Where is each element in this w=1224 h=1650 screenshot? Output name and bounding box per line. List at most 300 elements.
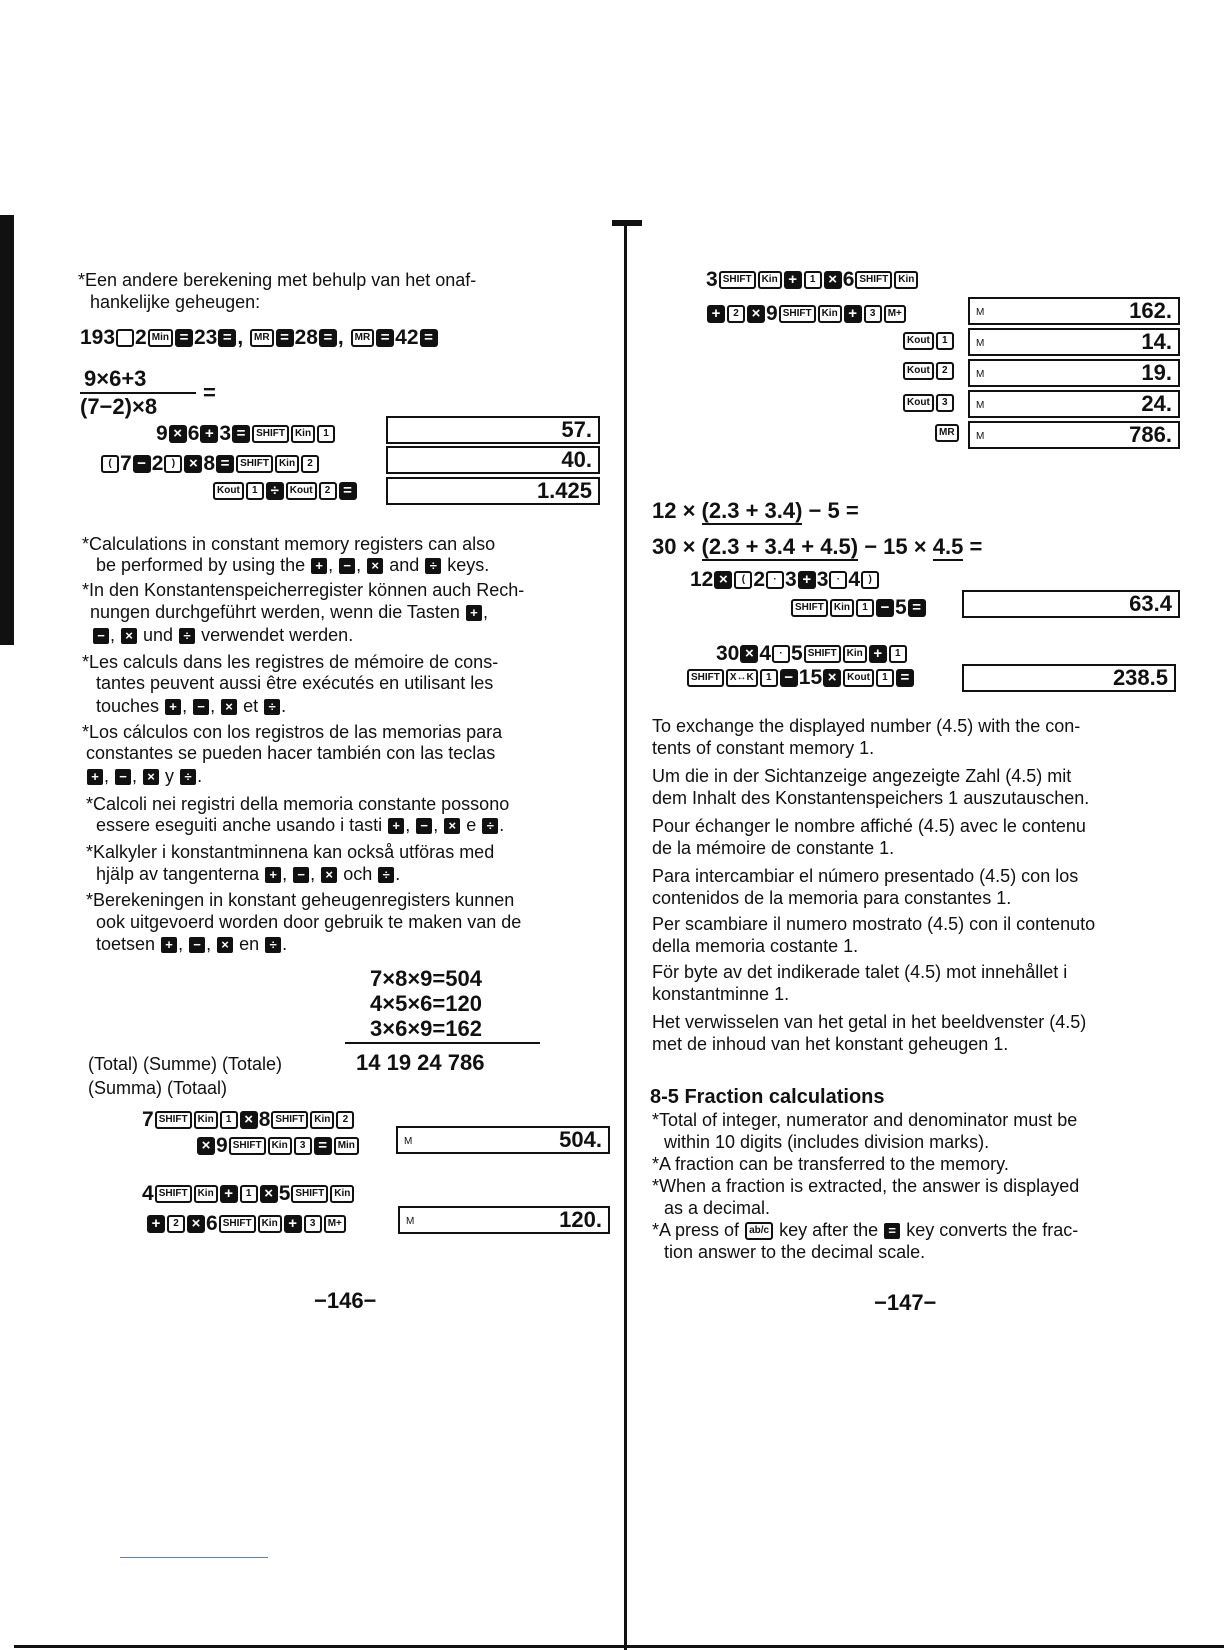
inline-text: 193 <box>80 326 116 349</box>
inline-text: et <box>243 696 259 716</box>
inline-text: och <box>343 864 373 884</box>
note-de-3: − , × und ÷ verwendet werden. <box>92 625 353 646</box>
calculator-key: 3 <box>304 1215 322 1233</box>
display-14 <box>968 328 1180 356</box>
inline-text: 40. <box>561 447 592 472</box>
note-es-2: constantes se pueden hacer también con las teclas <box>86 743 496 763</box>
calculator-key: Kout <box>286 482 317 500</box>
inline-text: 6 <box>842 268 855 291</box>
display-40 <box>386 446 600 474</box>
inline-text: 4.5) <box>820 534 859 559</box>
calculator-key: 2 <box>936 362 954 380</box>
calculator-key: = <box>232 425 250 443</box>
calculator-key: ÷ <box>179 628 195 644</box>
calculator-key: · <box>772 645 790 663</box>
inline-text: M <box>976 431 985 442</box>
inline-text: , <box>337 326 344 349</box>
inline-text: 3 <box>785 568 797 591</box>
page-number-147: −147− <box>874 1290 937 1315</box>
calculator-key: − <box>876 599 894 617</box>
inline-text: − 15 × <box>858 534 933 559</box>
inline-text: (2.3 + 3.4) <box>701 498 803 523</box>
equal-key: = <box>218 329 236 347</box>
calculator-key: Kin <box>758 271 782 289</box>
inline-text: 3 <box>706 268 718 291</box>
inline-text: 28 <box>294 326 318 349</box>
inline-text: 24. <box>1141 391 1172 416</box>
inline-text: *A press of <box>652 1220 740 1240</box>
key-sequence-1 <box>156 422 336 446</box>
inline-text: 786. <box>1129 422 1172 447</box>
calculator-key: ÷ <box>425 558 441 574</box>
calculator-key: Kin <box>291 425 315 443</box>
key-sequence-2 <box>100 452 320 476</box>
calculator-key: ( <box>734 571 752 589</box>
inline-text: M <box>976 307 985 318</box>
calculator-key: ÷ <box>265 937 281 953</box>
totals-label: (Total) (Summe) (Totale) <box>88 1054 283 1074</box>
calculator-key: Kin <box>310 1111 334 1129</box>
divide-paren-key <box>116 329 134 347</box>
fraction-denominator: (7−2)×8 <box>80 394 158 419</box>
inline-text: key converts the frac- <box>906 1220 1079 1240</box>
mr-key-row <box>934 424 960 442</box>
display-786 <box>968 421 1180 449</box>
inline-text: 8 <box>203 452 216 475</box>
calculator-key: MR <box>935 424 959 442</box>
calculator-key: SHIFT <box>252 425 289 443</box>
calculator-key: = <box>908 599 926 617</box>
calculator-key: + <box>784 271 802 289</box>
display-238-5 <box>962 664 1176 692</box>
section-heading: 8-5 Fraction calculations <box>650 1086 885 1108</box>
inline-text: 2 <box>753 568 766 591</box>
inline-text: 15 <box>798 666 823 689</box>
calculator-key: Kin <box>830 599 854 617</box>
calculator-key: + <box>869 645 887 663</box>
inline-text: 4 <box>759 642 772 665</box>
calculator-key: Min <box>334 1137 359 1155</box>
inline-text: 5 <box>278 1182 291 1205</box>
calculator-key: Kin <box>275 455 299 473</box>
equation-2 <box>652 534 982 560</box>
calculator-key: 1 <box>240 1185 258 1203</box>
exchange-sv-2: konstantminne 1. <box>652 984 790 1004</box>
inline-text: 5 <box>791 642 803 665</box>
calculator-key: · <box>829 571 847 589</box>
calculator-key: Kin <box>194 1111 218 1129</box>
key-sequence-r5 <box>716 642 908 666</box>
inline-text: 6 <box>206 1212 218 1235</box>
calculator-key: + <box>466 605 482 621</box>
product-row-3: 3×6×9=162 <box>370 1016 482 1041</box>
note-fr-1: *Les calculs dans les registres de mémoire de cons- <box>82 652 499 672</box>
calculator-key: Kout <box>213 482 244 500</box>
inline-text: , <box>237 326 244 349</box>
inline-text: und <box>143 625 174 645</box>
key-sequence-r4 <box>790 596 927 620</box>
calculator-key: = <box>884 1223 900 1239</box>
inline-text: 120. <box>559 1207 602 1232</box>
exchange-it-1: Per scambiare il numero mostrato (4.5) con il contenuto <box>652 914 1096 934</box>
inline-text: M <box>976 400 985 411</box>
inline-text: 9 <box>156 422 168 445</box>
note-de-1: *In den Konstantenspeicherregister können auch Rech- <box>82 580 525 600</box>
calculator-key: M+ <box>324 1215 346 1233</box>
inline-text: 6 <box>187 422 200 445</box>
calculator-key: × <box>321 867 337 883</box>
note-nl-3: toetsen + , − , × en ÷ . <box>96 934 288 954</box>
calculator-key: − <box>133 455 151 473</box>
key-sequence-r3 <box>690 568 880 592</box>
display-63-4 <box>962 590 1180 618</box>
equal-key: = <box>276 329 294 347</box>
inline-text: hjälp av tangenterna <box>96 864 260 884</box>
calculator-key: = <box>896 669 914 687</box>
page-number-146: −146− <box>314 1288 377 1313</box>
calculator-key: ÷ <box>180 769 196 785</box>
calculator-key: × <box>260 1185 278 1203</box>
calculator-key: ) <box>861 571 879 589</box>
inline-text: 9 <box>766 302 778 325</box>
calculator-key: 3 <box>864 305 882 323</box>
calculator-key: − <box>93 628 109 644</box>
calculator-key: ÷ <box>482 818 498 834</box>
key-sequence-r2 <box>706 302 907 326</box>
inline-text: 4.5 <box>932 534 964 559</box>
key-sequence-r6 <box>686 666 915 690</box>
calculator-key: 1 <box>317 425 335 443</box>
page-divider <box>624 225 627 1650</box>
calculator-key: × <box>169 425 187 443</box>
display-24 <box>968 390 1180 418</box>
calculator-key: Kout <box>903 332 934 350</box>
calculator-key: 1 <box>804 271 822 289</box>
calculator-key: 2 <box>167 1215 185 1233</box>
calculator-key: SHIFT <box>155 1185 192 1203</box>
calculator-key: 1 <box>760 669 778 687</box>
inline-text: nungen durchgeführt werden, wenn die Tasten <box>90 602 460 622</box>
calculator-key: M+ <box>884 305 906 323</box>
min-key: Min <box>148 329 173 347</box>
bullet-4 <box>652 1220 1078 1241</box>
calculator-key: 1 <box>856 599 874 617</box>
display-504 <box>396 1126 610 1154</box>
exchange-fr-1: Pour échanger le nombre affiché (4.5) avec le contenu <box>652 816 1086 836</box>
equal-key: = <box>376 329 394 347</box>
calculator-key: + <box>200 425 218 443</box>
calculator-key: Kin <box>330 1185 354 1203</box>
note-it-2: essere eseguiti anche usando i tasti + , − , × e ÷ . <box>96 815 505 835</box>
calculator-key: = <box>339 482 357 500</box>
exchange-it-2: della memoria costante 1. <box>652 936 859 956</box>
inline-text: 1.425 <box>536 478 592 503</box>
exchange-en-1: To exchange the displayed number (4.5) with the con- <box>652 716 1081 736</box>
inline-text: and <box>389 555 420 575</box>
inline-text: en <box>239 934 260 954</box>
note-en-2: be performed by using the + , − , × and ÷ keys. <box>96 555 490 575</box>
calculator-key: SHIFT <box>155 1111 192 1129</box>
equation-1 <box>652 498 859 524</box>
calculator-key: × <box>240 1111 258 1129</box>
calculator-key: Kout <box>843 669 874 687</box>
bullet-3b: as a decimal. <box>664 1198 771 1218</box>
crop-mark <box>612 220 642 226</box>
calculator-key: SHIFT <box>719 271 756 289</box>
inline-text: be performed by using the <box>96 555 306 575</box>
key-sequence-r1 <box>706 268 919 292</box>
inline-text: 23 <box>193 326 218 349</box>
calculator-key: Kout <box>903 362 934 380</box>
totals-label-2: (Summa) (Totaal) <box>88 1078 228 1098</box>
calculator-key: × <box>823 669 841 687</box>
calculator-key: + <box>707 305 725 323</box>
calculator-key: 2 <box>319 482 337 500</box>
calculator-key: 1 <box>876 669 894 687</box>
kout-3-keys <box>902 394 955 412</box>
inline-text: toetsen <box>96 934 156 954</box>
calculator-key: × <box>747 305 765 323</box>
calculator-key: − <box>416 818 432 834</box>
exchange-nl-2: met de inhoud van het konstant geheugen 1. <box>652 1034 1009 1054</box>
calculator-key: SHIFT <box>236 455 273 473</box>
calculator-key: − <box>339 558 355 574</box>
calculator-key: × <box>714 571 732 589</box>
calculator-key: + <box>147 1215 165 1233</box>
calculator-key: × <box>184 455 202 473</box>
calculator-key: − <box>189 937 205 953</box>
inline-text: (2.3 + 3.4 + <box>701 534 821 559</box>
inline-text: 4 <box>142 1182 154 1205</box>
inline-text: essere eseguiti anche usando i tasti <box>96 815 383 835</box>
display-57 <box>386 416 600 444</box>
binding-edge <box>0 215 14 645</box>
calculator-key: − <box>115 769 131 785</box>
inline-text: key after the <box>779 1220 879 1240</box>
note-de-2: nungen durchgeführt werden, wenn die Tasten + , <box>90 602 488 622</box>
calculator-key: = <box>216 455 234 473</box>
note-fr-3: touches + , − , × et ÷ . <box>96 696 287 716</box>
calculator-key: 2 <box>301 455 319 473</box>
inline-text: 57. <box>561 417 592 442</box>
inline-text: y <box>165 766 175 786</box>
calculator-key: ( <box>101 455 119 473</box>
totals-values: 14 19 24 786 <box>356 1050 485 1075</box>
calculator-key: Kin <box>194 1185 218 1203</box>
inline-text: M <box>406 1216 415 1227</box>
note-es-3: + , − , × y ÷ . <box>86 766 202 787</box>
calculator-key: 1 <box>936 332 954 350</box>
inline-text: 12 × <box>652 498 702 523</box>
exchange-sv-1: För byte av det indikerade talet (4.5) mot innehållet i <box>652 962 1068 982</box>
calculator-key: × <box>187 1215 205 1233</box>
inline-text: verwendet werden. <box>201 625 354 645</box>
bullet-3: *When a fraction is extracted, the answer is displayed <box>652 1176 1080 1196</box>
exchange-de-1: Um die in der Sichtanzeige angezeigte Zahl (4.5) mit <box>652 766 1072 786</box>
calculator-key: + <box>388 818 404 834</box>
inline-text: 9 <box>216 1134 228 1157</box>
calculator-key: Kin <box>268 1137 292 1155</box>
inline-text: M <box>976 338 985 349</box>
calculator-key: × <box>121 628 137 644</box>
calculator-key: × <box>444 818 460 834</box>
calculator-key: × <box>824 271 842 289</box>
calculator-key: Kin <box>843 645 867 663</box>
calculator-key: = <box>314 1137 332 1155</box>
inline-text: 162. <box>1129 298 1172 323</box>
note-fr-2: tantes peuvent aussi être exécutés en utilisant les <box>96 673 494 693</box>
inline-text: 2 <box>135 326 147 349</box>
calculator-key: 2 <box>336 1111 354 1129</box>
inline-text: 3 <box>219 422 232 445</box>
inline-text: keys. <box>447 555 490 575</box>
calculator-key: − <box>193 699 209 715</box>
calculator-key: SHIFT <box>271 1111 308 1129</box>
calculator-key: SHIFT <box>229 1137 266 1155</box>
calculator-key: ÷ <box>378 867 394 883</box>
key-sequence-6 <box>142 1182 355 1206</box>
inline-text: 7 <box>142 1108 154 1131</box>
calculator-key: × <box>221 699 237 715</box>
memory-chain <box>80 326 439 350</box>
inline-text: 3 <box>816 568 829 591</box>
calculator-key: 1 <box>220 1111 238 1129</box>
inline-text: 30 × <box>652 534 702 559</box>
calculator-key: SHIFT <box>687 669 724 687</box>
calculator-key: SHIFT <box>855 271 892 289</box>
inline-text: 238.5 <box>1112 665 1168 690</box>
calculator-key: + <box>844 305 862 323</box>
calculator-key: × <box>740 645 758 663</box>
inline-text: M <box>404 1136 413 1147</box>
exchange-de-2: dem Inhalt des Konstantenspeichers 1 auszutauschen. <box>652 788 1090 808</box>
inline-text: 8 <box>258 1108 271 1131</box>
calculator-key: − <box>293 867 309 883</box>
calculator-key: Kin <box>894 271 918 289</box>
calculator-key: + <box>220 1185 238 1203</box>
bullet-1b: within 10 digits (includes division marks). <box>664 1132 990 1152</box>
calculator-key: SHIFT <box>291 1185 328 1203</box>
calculator-key: ) <box>164 455 182 473</box>
kout-2-keys <box>902 362 955 380</box>
bullet-4b: tion answer to the decimal scale. <box>664 1242 926 1262</box>
calculator-key: × <box>367 558 383 574</box>
calculator-key: + <box>284 1215 302 1233</box>
calculator-key: SHIFT <box>779 305 816 323</box>
mr-key: MR <box>250 329 274 347</box>
calculator-key: 1 <box>889 645 907 663</box>
inline-text: − 5 = <box>802 498 859 523</box>
calculator-key: X↔K <box>726 669 758 687</box>
calculator-key: 2 <box>727 305 745 323</box>
calculator-key: + <box>87 769 103 785</box>
calculator-key: − <box>780 669 798 687</box>
note-en-1: *Calculations in constant memory registers can also <box>82 534 496 554</box>
key-sequence-4 <box>142 1108 355 1132</box>
inline-text: 4 <box>848 568 861 591</box>
inline-text: M <box>976 369 985 380</box>
note-nl-2: ook uitgevoerd worden door gebruik te maken van de <box>96 912 522 932</box>
exchange-es-1: Para intercambiar el número presentado (4.5) con los <box>652 866 1079 886</box>
note-it-1: *Calcoli nei registri della memoria constante possono <box>86 794 510 814</box>
exchange-es-2: contenidos de la memoria para constantes 1. <box>652 888 1012 908</box>
inline-text: 14. <box>1141 329 1172 354</box>
intro-line-1: *Een andere berekening met behulp van het onaf- <box>78 270 477 290</box>
display-19 <box>968 359 1180 387</box>
exchange-en-2: tents of constant memory 1. <box>652 738 875 758</box>
ab-c-key: ab/c <box>745 1222 773 1240</box>
calculator-key: ÷ <box>266 482 284 500</box>
display-120 <box>398 1206 610 1234</box>
calculator-key: + <box>161 937 177 953</box>
mr-key: MR <box>351 329 375 347</box>
calculator-key: 3 <box>936 394 954 412</box>
equal-key: = <box>420 329 438 347</box>
inline-text: 19. <box>1141 360 1172 385</box>
inline-text: 42 <box>395 326 419 349</box>
inline-text: 12 <box>690 568 714 591</box>
inline-text: 30 <box>716 642 740 665</box>
table-rule <box>345 1042 540 1044</box>
calculator-key: ÷ <box>264 699 280 715</box>
kout-1-keys <box>902 332 955 350</box>
inline-text: 2 <box>151 452 164 475</box>
inline-text: 7 <box>120 452 132 475</box>
calculator-key: + <box>165 699 181 715</box>
calculator-key: + <box>265 867 281 883</box>
product-row-1: 7×8×9=504 <box>370 966 482 991</box>
inline-text: touches <box>96 696 160 716</box>
calculator-key: · <box>766 571 784 589</box>
link-underline <box>120 1557 268 1558</box>
calculator-key: SHIFT <box>804 645 841 663</box>
note-es-1: *Los cálculos con los registros de las memorias para <box>82 722 503 742</box>
display-1425 <box>386 477 600 505</box>
calculator-key: + <box>311 558 327 574</box>
product-row-2: 4×5×6=120 <box>370 991 482 1016</box>
calculator-key: × <box>143 769 159 785</box>
bullet-2: *A fraction can be transferred to the memory. <box>652 1154 1009 1174</box>
intro-line-2: hankelijke geheugen: <box>90 292 261 312</box>
note-sv-2: hjälp av tangenterna + , − , × och ÷ . <box>96 864 401 884</box>
key-sequence-7 <box>146 1212 347 1236</box>
bottom-rule <box>14 1645 1224 1648</box>
equal-key: = <box>319 329 337 347</box>
key-sequence-5 <box>196 1134 360 1158</box>
calculator-key: SHIFT <box>791 599 828 617</box>
inline-text: 63.4 <box>1129 591 1172 616</box>
calculator-key: Kin <box>818 305 842 323</box>
note-sv-1: *Kalkyler i konstantminnena kan också utföras med <box>86 842 495 862</box>
inline-text: 5 <box>895 596 907 619</box>
fraction-equals: = <box>203 380 216 405</box>
calculator-key: SHIFT <box>219 1215 256 1233</box>
calculator-key: Kin <box>258 1215 282 1233</box>
display-162 <box>968 297 1180 325</box>
inline-text: e <box>466 815 477 835</box>
calculator-key: × <box>197 1137 215 1155</box>
calculator-key: + <box>798 571 816 589</box>
calculator-key: 1 <box>246 482 264 500</box>
note-nl-1: *Berekeningen in konstant geheugenregisters kunnen <box>86 890 515 910</box>
fraction-numerator: 9×6+3 <box>84 366 147 391</box>
equal-key: = <box>175 329 193 347</box>
calculator-key: Kout <box>903 394 934 412</box>
inline-text: = <box>963 534 983 559</box>
key-sequence-3 <box>212 482 358 500</box>
inline-text: 504. <box>559 1127 602 1152</box>
calculator-key: × <box>217 937 233 953</box>
